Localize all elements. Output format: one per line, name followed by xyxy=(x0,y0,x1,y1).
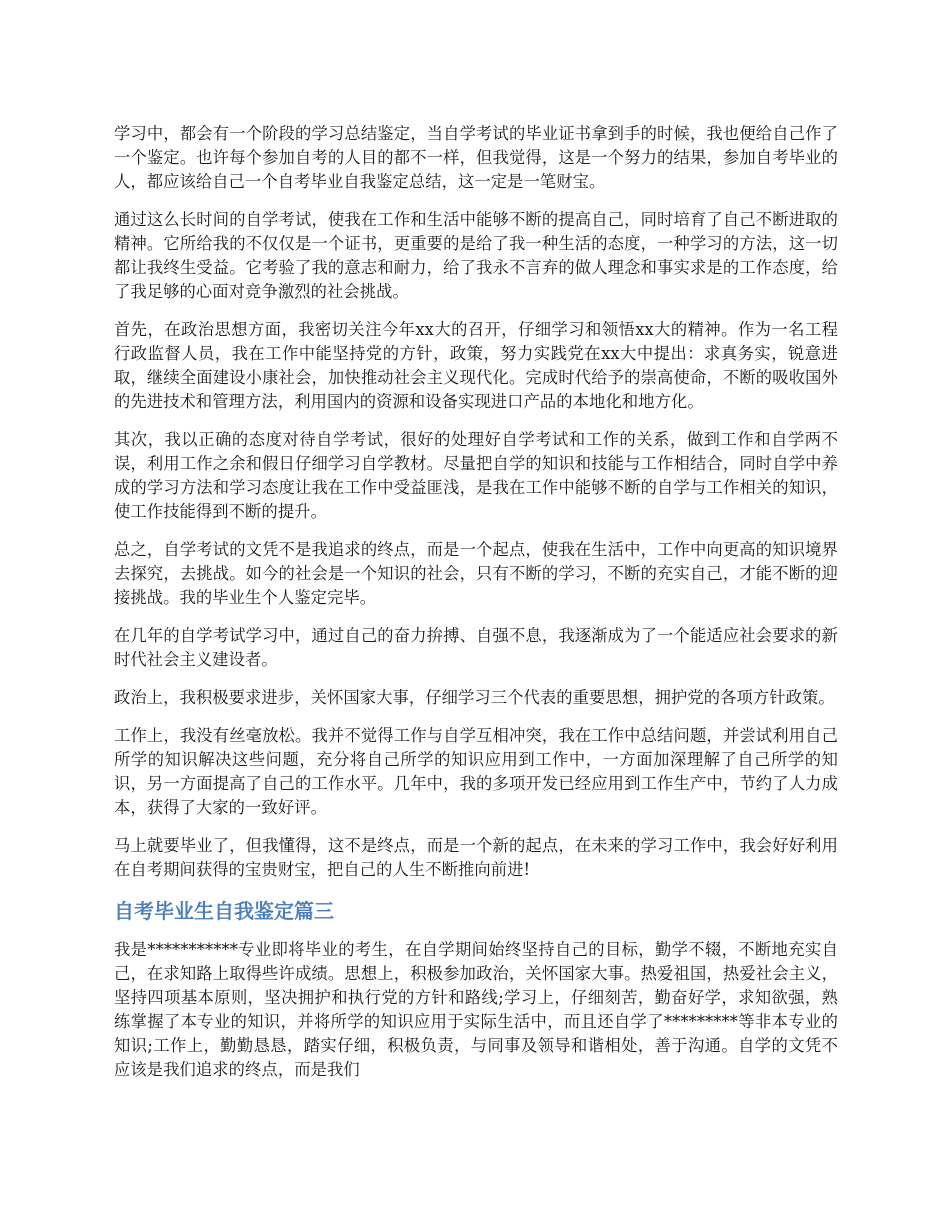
body-paragraph-3: 首先，在政治思想方面，我密切关注今年xx大的召开，仔细学习和领悟xx大的精神。作为一名工程行政监督人员，我在工作中能坚持党的方针，政策，努力实践党在xx大中提出：求真务实，锐意进取，继续全面建设小康社会，加快推动社会主义现代化。完成时代给予的崇高使命，不断的吸收国外的先进技术和管理方法，利用国内的资源和设备实现进口产品的本地化和地方化。 xyxy=(114,320,838,411)
body-paragraph-2: 通过这么长时间的自学考试，使我在工作和生活中能够不断的提高自己，同时培育了自己不断进取的精神。它所给我的不仅仅是一个证书，更重要的是给了我一种生活的态度，一种学习的方法，这一切都让我终生受益。它考验了我的意志和耐力，给了我永不言弃的做人理念和事实求是的工作态度，给了我足够的心面对竞争激烈的社会挑战。 xyxy=(114,210,838,301)
body-paragraph-6: 在几年的自学考试学习中，通过自己的奋力拚搏、自强不息，我逐渐成为了一个能适应社会要求的新时代社会主义建设者。 xyxy=(114,626,838,669)
body-paragraph-8: 工作上，我没有丝毫放松。我并不觉得工作与自学互相冲突，我在工作中总结问题，并尝试利用自己所学的知识解决这些问题，充分将自己所学的知识应用到工作中，一方面加深理解了自己所学的知识，另一方面提高了自己的工作水平。几年中，我的多项开发已经应用到工作生产中，节约了人力成本，获得了大家的一致好评。 xyxy=(114,726,838,817)
body-paragraph-7: 政治上，我积极要求进步，关怀国家大事，仔细学习三个代表的重要思想，拥护党的各项方针政策。 xyxy=(114,688,835,707)
body-paragraph-1: 学习中，都会有一个阶段的学习总结鉴定，当自学考试的毕业证书拿到手的时候，我也便给自己作了一个鉴定。也许每个参加自考的人目的都不一样，但我觉得，这是一个努力的结果，参加自考毕业的人，都应该给自己一个自考毕业自我鉴定总结，这一定是一笔财宝。 xyxy=(114,124,838,191)
body-paragraph-5: 总之，自学考试的文凭不是我追求的终点，而是一个起点，使我在生活中，工作中向更高的知识境界去探究，去挑战。如今的社会是一个知识的社会，只有不断的学习，不断的充实自己，才能不断的迎接挑战。我的毕业生个人鉴定完毕。 xyxy=(114,540,838,607)
body-paragraph-10: 我是***********专业即将毕业的考生，在自学期间始终坚持自己的目标，勤学不辍，不断地充实自己，在求知路上取得些许成绩。思想上，积极参加政治，关怀国家大事。热爱祖国，热爱社会主义，坚持四项基本原则，坚决拥护和执行党的方针和路线;学习上，仔细刻苦，勤奋好学，求知欲强，熟练掌握了本专业的知识，并将所学的知识应用于实际生活中，而且还自学了*********等非本专业的知识;工作上，勤勤恳恳，踏实仔细，积极负责，与同事及领导和谐相处，善于沟通。自学的文凭不应该是我们追求的终点，而是我们 xyxy=(114,940,838,1079)
body-paragraph-9: 马上就要毕业了，但我懂得，这不是终点，而是一个新的起点，在未来的学习工作中，我会好好利用在自考期间获得的宝贵财宝，把自己的人生不断推向前进! xyxy=(114,836,838,879)
document-page xyxy=(114,122,838,1096)
body-paragraph-4: 其次，我以正确的态度对待自学考试，很好的处理好自学考试和工作的关系，做到工作和自学两不误，利用工作之余和假日仔细学习自学教材。尽量把自学的知识和技能与工作相结合，同时自学中养成的学习方法和学习态度让我在工作中受益匪浅，是我在工作中能够不断的自学与工作相关的知识，使工作技能得到不断的提升。 xyxy=(114,430,838,521)
section-heading: 自考毕业生自我鉴定篇三 xyxy=(114,899,334,923)
